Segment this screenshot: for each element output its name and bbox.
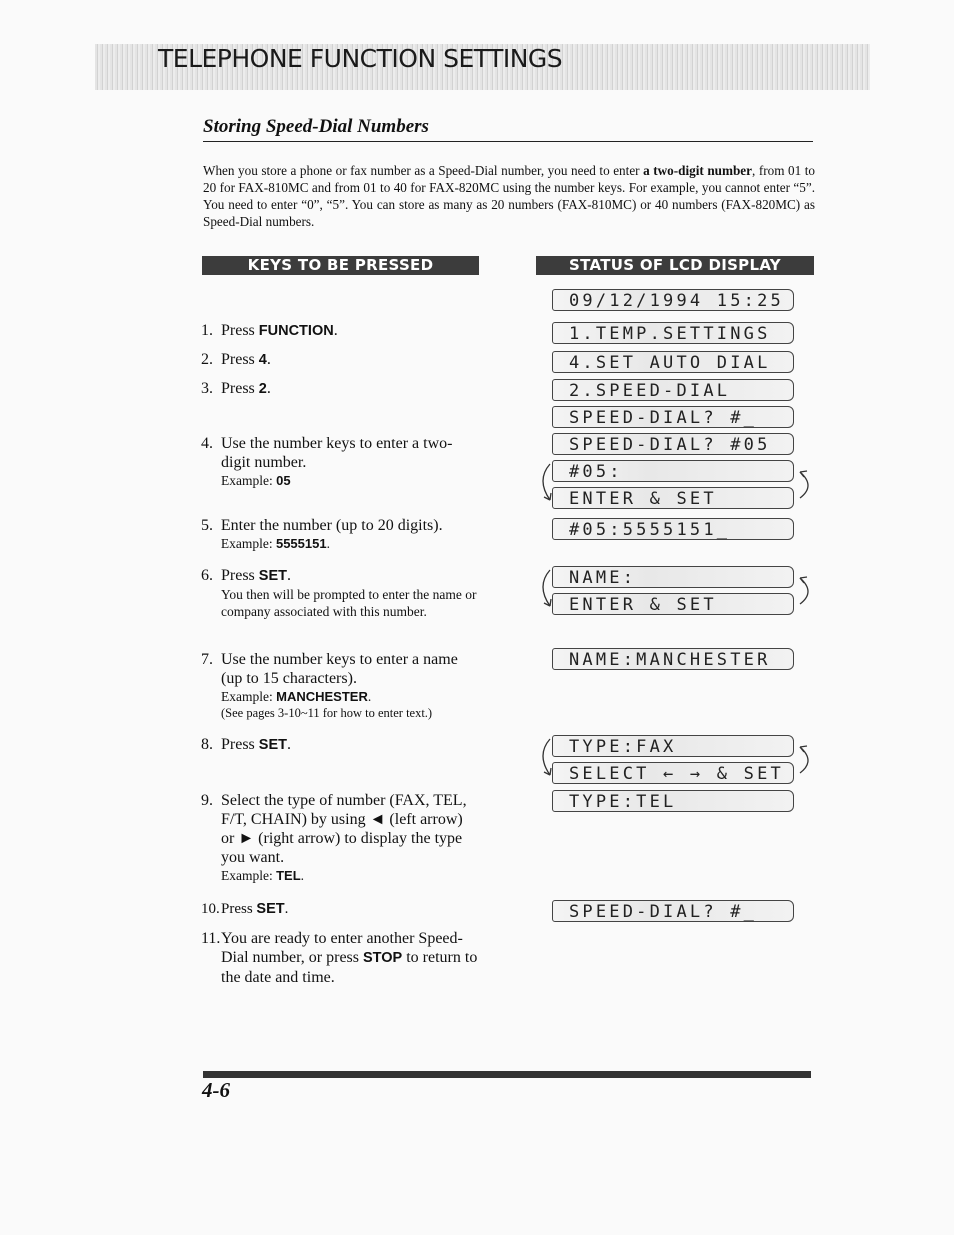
step-text-end: .: [266, 351, 271, 368]
lcd-display: 4.SET AUTO DIAL: [552, 351, 794, 373]
page-number: 4-6: [202, 1078, 230, 1102]
step-number: 2.: [201, 351, 213, 368]
lcd-display: SPEED-DIAL? #05: [552, 433, 794, 455]
step-text: Press: [221, 351, 259, 368]
step-text: You are ready to enter another Speed-Dial number, or press: [221, 930, 463, 966]
step-3: [201, 379, 481, 399]
step-text-end: .: [286, 736, 291, 753]
lcd-display: 1.TEMP.SETTINGS: [552, 322, 794, 344]
lcd-display: SPEED-DIAL? #_: [552, 900, 794, 922]
step-text: Enter the number (up to 20 digits).: [220, 517, 443, 534]
step-text: Press: [221, 901, 257, 917]
step-text-end: to return to the date and time.: [221, 949, 478, 986]
step-note: (See pages 3-10~11 for how to enter text.): [221, 706, 433, 720]
step-text: Select the type of number (FAX, TEL, F/T, CHAIN) by using ◄ (left arrow) or ► (right arrow) to display the type you want.: [221, 792, 467, 866]
step-9: [201, 791, 481, 884]
step-example: [221, 535, 481, 552]
example-value: 5555151: [275, 536, 327, 551]
lcd-display-alternating: ENTER & SET: [552, 487, 794, 509]
lcd-display-alternating: ENTER & SET: [552, 593, 794, 615]
lcd-display-alternating: SELECT ← → & SET: [552, 762, 794, 784]
lcd-display: #05:5555151_: [552, 518, 794, 540]
step-number: 11.: [201, 930, 221, 947]
alternate-arrows-icon: [530, 562, 820, 622]
step-text-end: .: [284, 901, 289, 917]
step-text-end: .: [286, 567, 291, 584]
step-1: [201, 321, 481, 341]
step-text: Press: [221, 380, 259, 397]
example-end: .: [326, 536, 330, 551]
step-4: [201, 434, 481, 489]
example-label: Example:: [220, 536, 276, 551]
example-value: TEL: [276, 868, 301, 883]
lcd-display-alternating: NAME:: [552, 566, 794, 588]
lcd-display-alternating: #05:: [552, 460, 794, 482]
step-number: 1.: [201, 322, 213, 339]
step-text-end: .: [333, 322, 338, 339]
lcd-display: SPEED-DIAL? #_: [552, 406, 794, 428]
step-key: SET: [258, 568, 287, 584]
step-key: FUNCTION: [258, 323, 334, 339]
example-label: Example:: [221, 473, 277, 488]
section-title: Storing Speed-Dial Numbers: [203, 116, 429, 137]
step-note: You then will be prompted to enter the name or company associated with this number.: [221, 587, 477, 619]
step-text-end: .: [266, 380, 271, 397]
step-10: [201, 900, 481, 919]
step-8: [201, 735, 481, 755]
example-label: Example:: [221, 868, 277, 883]
alternate-arrows-icon: [530, 731, 820, 791]
step-key: STOP: [363, 950, 403, 966]
lcd-display: 09/12/1994 15:25: [552, 289, 794, 311]
step-number: 9.: [201, 792, 213, 809]
step-example: [221, 688, 479, 705]
step-6: [201, 566, 481, 620]
section-rule: [203, 141, 813, 142]
example-value: 05: [276, 473, 291, 488]
step-key: 2: [258, 381, 267, 397]
step-2: [201, 350, 481, 370]
step-11: [201, 929, 481, 987]
chapter-title: TELEPHONE FUNCTION SETTINGS: [158, 44, 563, 73]
step-number: 8.: [201, 736, 213, 753]
step-example: [221, 472, 479, 489]
step-text: Press: [221, 322, 259, 339]
intro-text-1: When you store a phone or fax number as a Speed-Dial number, you need to enter: [203, 163, 644, 178]
step-key: SET: [256, 901, 285, 917]
step-key: SET: [258, 737, 287, 753]
lcd-display-alternating: TYPE:FAX: [552, 735, 794, 757]
step-text: Use the number keys to enter a name (up to 15 characters).: [221, 651, 458, 687]
intro-bold: a two-digit number: [643, 163, 753, 178]
step-example: [221, 867, 479, 884]
keys-header: KEYS TO BE PRESSED: [202, 256, 479, 275]
lcd-display: TYPE:TEL: [552, 790, 794, 812]
example-value: MANCHESTER: [276, 689, 368, 704]
step-text: Use the number keys to enter a two-digit number.: [221, 435, 453, 471]
example-label: Example:: [221, 689, 277, 704]
step-7: [201, 650, 481, 722]
lcd-display: NAME:MANCHESTER: [552, 648, 794, 670]
intro-paragraph: [203, 162, 815, 230]
step-number: 5.: [201, 517, 213, 534]
step-key: 4: [258, 352, 267, 368]
step-text: Press: [221, 736, 259, 753]
step-number: 3.: [201, 380, 213, 397]
example-end: .: [300, 868, 305, 883]
lcd-header: STATUS OF LCD DISPLAY: [536, 256, 814, 275]
intro-text-2: , from 01 to 20 for FAX-810MC and from 01 to 40 for FAX-820MC using the number keys. For example, you cannot enter “5”. You need to enter “0”, “5”. You can store as many as 20 numbers (FAX-810MC) or 40 numbers (FAX-820MC) as Speed-Dial numbers.: [203, 163, 815, 229]
step-number: 4.: [201, 435, 213, 452]
step-number: 10.: [201, 901, 220, 917]
lcd-display: 2.SPEED-DIAL: [552, 379, 794, 401]
step-5: [201, 516, 481, 552]
step-text: Press: [221, 567, 259, 584]
footer-rule: [203, 1071, 811, 1078]
step-number: 7.: [201, 651, 213, 668]
step-number: 6.: [201, 567, 213, 584]
example-end: .: [367, 689, 372, 704]
alternate-arrows-icon: [530, 456, 820, 516]
